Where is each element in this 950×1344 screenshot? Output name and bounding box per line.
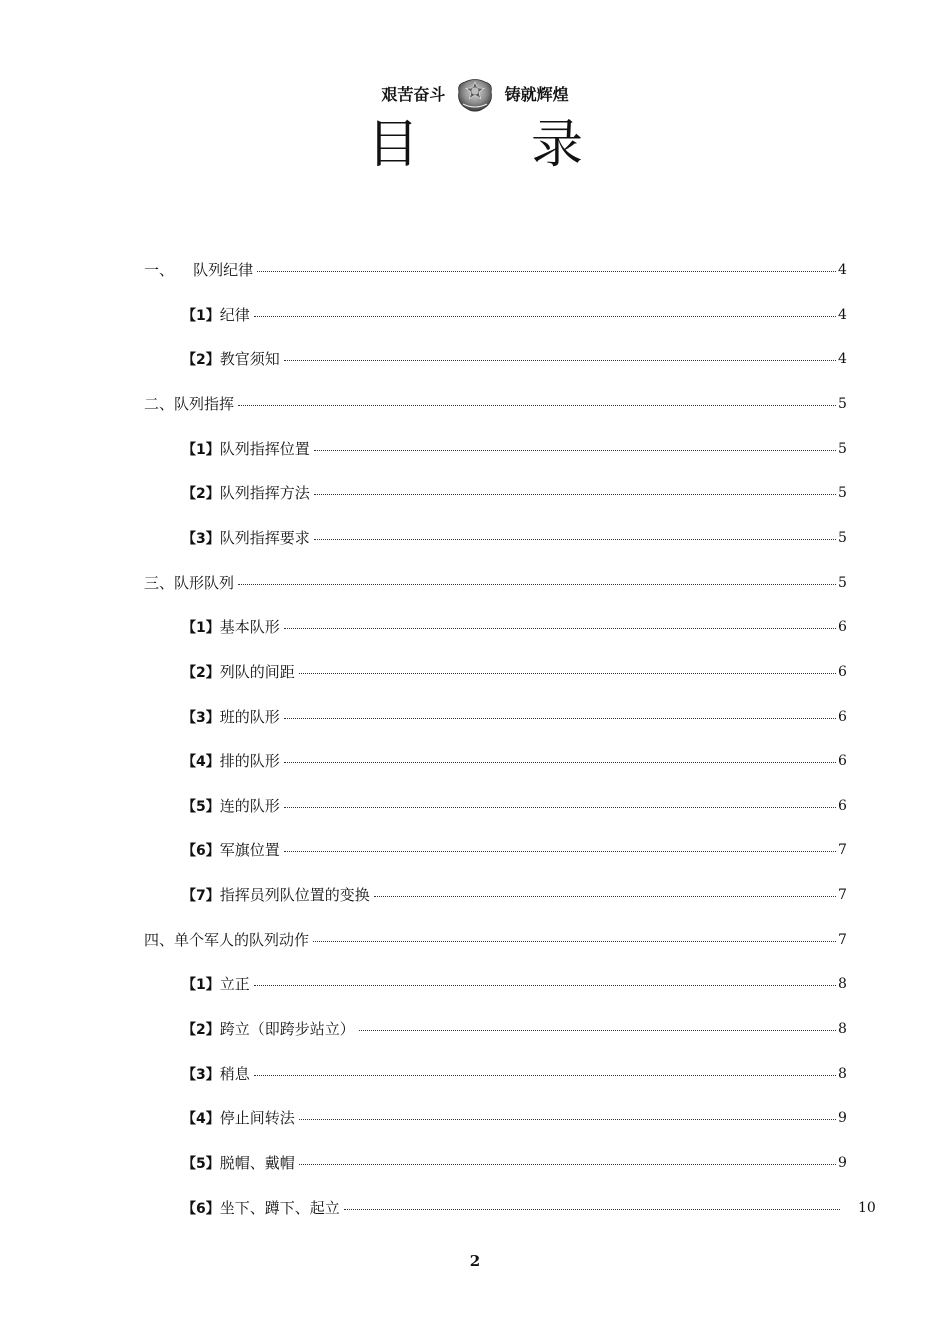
toc-entry-page: 6 [838, 619, 847, 635]
toc-entry-text: 二、队列指挥 [144, 395, 235, 413]
toc-entry-text: 坐下、蹲下、起立 [219, 1199, 340, 1217]
toc-entry-number: 【3】 [182, 531, 220, 547]
toc-entry-number: 【4】 [182, 754, 220, 770]
toc-entry-page: 5 [838, 485, 847, 501]
toc-entry-page: 4 [838, 307, 847, 323]
toc-entry[interactable] [0, 392, 950, 416]
toc-entry-text: 三、队形队列 [144, 574, 235, 592]
toc-entry[interactable] [0, 571, 950, 595]
toc-entry[interactable] [0, 481, 950, 505]
toc-entry[interactable] [0, 1017, 950, 1041]
toc-entry-number: 【5】 [182, 1156, 220, 1172]
toc-entry-number: 【2】 [182, 486, 220, 502]
toc-entry-page: 8 [838, 1021, 847, 1037]
toc-entry-label [182, 437, 310, 462]
toc-entry-text: 立正 [219, 975, 250, 993]
toc-entry-number: 【2】 [182, 665, 220, 681]
toc-entry-label [182, 347, 280, 372]
toc-dot-leader [257, 271, 836, 272]
toc-dot-leader [314, 450, 836, 451]
toc-entry[interactable] [0, 660, 950, 684]
title-char-2: 录 [531, 115, 584, 175]
toc-entry-text: 列队的间距 [219, 663, 295, 681]
toc-entry-number: 【5】 [182, 799, 220, 815]
toc-dot-leader [314, 539, 836, 540]
toc-entry-text: 跨立（即跨步站立） [219, 1020, 355, 1038]
toc-entry-number: 【1】 [182, 308, 220, 324]
toc-dot-leader [254, 985, 836, 986]
toc-entry[interactable] [0, 1106, 950, 1130]
toc-entry-text: 连的队形 [219, 797, 280, 815]
toc-entry-label [144, 258, 253, 282]
toc-entry[interactable] [0, 258, 950, 282]
page-number: 2 [469, 1252, 481, 1270]
toc-entry-label [182, 1017, 355, 1042]
toc-entry-label [182, 615, 280, 640]
toc-entry[interactable] [0, 838, 950, 862]
toc-dot-leader [284, 628, 836, 629]
toc-entry-label [182, 526, 310, 551]
toc-entry[interactable] [0, 1151, 950, 1175]
toc-dot-leader [284, 718, 836, 719]
toc-entry-page: 4 [838, 351, 847, 367]
toc-entry[interactable] [0, 705, 950, 729]
toc-entry-label [182, 883, 370, 908]
toc-entry-number: 【4】 [182, 1111, 220, 1127]
toc-entry-text: 纪律 [219, 306, 250, 324]
toc-entry-page: 5 [838, 530, 847, 546]
toc-entry-page: 5 [838, 396, 847, 412]
toc-entry-text: 基本队形 [219, 618, 280, 636]
toc-dot-leader [238, 584, 836, 585]
toc-dot-leader [299, 1164, 836, 1165]
toc-entry-page: 6 [838, 753, 847, 769]
toc-entry-text: 排的队形 [219, 752, 280, 770]
toc-dot-leader [254, 1075, 836, 1076]
toc-dot-leader [254, 316, 836, 317]
toc-entry-label [182, 838, 280, 863]
toc-entry-number: 【3】 [182, 1067, 220, 1083]
toc-entry-page: 6 [838, 798, 847, 814]
toc-entry-label [144, 571, 234, 595]
toc-entry-label [182, 1151, 295, 1176]
header-left-text: 艰苦奋斗 [381, 85, 446, 104]
toc-entry-text: 军旗位置 [219, 841, 280, 859]
toc-dot-leader [359, 1030, 836, 1031]
toc-entry[interactable] [0, 526, 950, 550]
toc-entry-text: 四、单个军人的队列动作 [144, 931, 310, 949]
toc-entry[interactable] [0, 615, 950, 639]
toc-entry-page: 7 [838, 887, 847, 903]
toc-entry-page: 10 [858, 1200, 876, 1216]
toc-entry-label [182, 481, 310, 506]
toc-entry-text: 班的队形 [219, 708, 280, 726]
toc-entry-number: 【6】 [182, 1201, 220, 1217]
toc-dot-leader [238, 405, 836, 406]
toc-entry-text: 队列指挥方法 [219, 484, 310, 502]
toc-entry-number: 【1】 [182, 977, 220, 993]
toc-entry-text: 教官须知 [219, 350, 280, 368]
toc-dot-leader [284, 851, 836, 852]
toc-entry-page: 6 [838, 709, 847, 725]
running-header [0, 78, 950, 112]
toc-entry-text: 脱帽、戴帽 [219, 1154, 295, 1172]
toc-entry[interactable] [0, 437, 950, 461]
toc-entry[interactable] [0, 794, 950, 818]
toc-entry-page: 9 [838, 1155, 847, 1171]
toc-entry[interactable] [0, 1062, 950, 1086]
toc-dot-leader [299, 1119, 836, 1120]
toc-entry-number: 【7】 [182, 888, 220, 904]
toc-entry-label [182, 1062, 250, 1087]
toc-entry-page: 7 [838, 932, 847, 948]
toc-entry-label [182, 749, 280, 774]
toc-entry-label [182, 1196, 340, 1221]
toc-entry[interactable] [0, 303, 950, 327]
toc-dot-leader [344, 1209, 840, 1210]
toc-entry-text: 队列指挥位置 [219, 440, 310, 458]
police-emblem-icon [455, 78, 495, 112]
toc-entry-label [182, 1106, 295, 1131]
toc-entry-label [144, 392, 234, 416]
toc-entry-number: 【2】 [182, 1022, 220, 1038]
toc-dot-leader [284, 807, 836, 808]
toc-entry[interactable] [0, 1196, 950, 1220]
toc-entry-text: 稍息 [219, 1065, 250, 1083]
toc-entry[interactable] [0, 883, 950, 907]
toc-entry-label [182, 972, 250, 997]
toc-entry-label [182, 660, 295, 685]
toc-entry-number: 【1】 [182, 442, 220, 458]
toc-entry[interactable] [0, 928, 950, 952]
toc-entry-page: 9 [838, 1110, 847, 1126]
toc-entry-label [182, 705, 280, 730]
toc-entry-page: 6 [838, 664, 847, 680]
toc-dot-leader [313, 941, 836, 942]
title-char-1: 目 [366, 115, 419, 175]
toc-entry-text: 停止间转法 [219, 1109, 295, 1127]
toc-dot-leader [284, 360, 836, 361]
toc-entry-text: 一、 队列纪律 [144, 261, 254, 279]
toc-dot-leader [314, 494, 836, 495]
toc-entry-page: 8 [838, 976, 847, 992]
toc-entry[interactable] [0, 347, 950, 371]
toc-entry[interactable] [0, 749, 950, 773]
toc-entry-page: 4 [838, 262, 847, 278]
toc-entry-page: 8 [838, 1066, 847, 1082]
toc-entry-text: 队列指挥要求 [219, 529, 310, 547]
toc-entry-number: 【3】 [182, 710, 220, 726]
toc-entry-number: 【1】 [182, 620, 220, 636]
toc-entry[interactable] [0, 972, 950, 996]
toc-entry-page: 5 [838, 441, 847, 457]
header-right-text: 铸就辉煌 [504, 85, 569, 104]
toc-dot-leader [299, 673, 836, 674]
toc-entry-label [182, 303, 250, 328]
toc-entry-label [144, 928, 309, 952]
toc-entry-number: 【2】 [182, 352, 220, 368]
toc-entry-number: 【6】 [182, 843, 220, 859]
toc-entry-text: 指挥员列队位置的变换 [219, 886, 370, 904]
toc-entry-page: 5 [838, 575, 847, 591]
toc-entry-page: 7 [838, 842, 847, 858]
toc-dot-leader [284, 762, 836, 763]
toc-entry-label [182, 794, 280, 819]
toc-dot-leader [374, 896, 836, 897]
page-title [0, 112, 950, 178]
